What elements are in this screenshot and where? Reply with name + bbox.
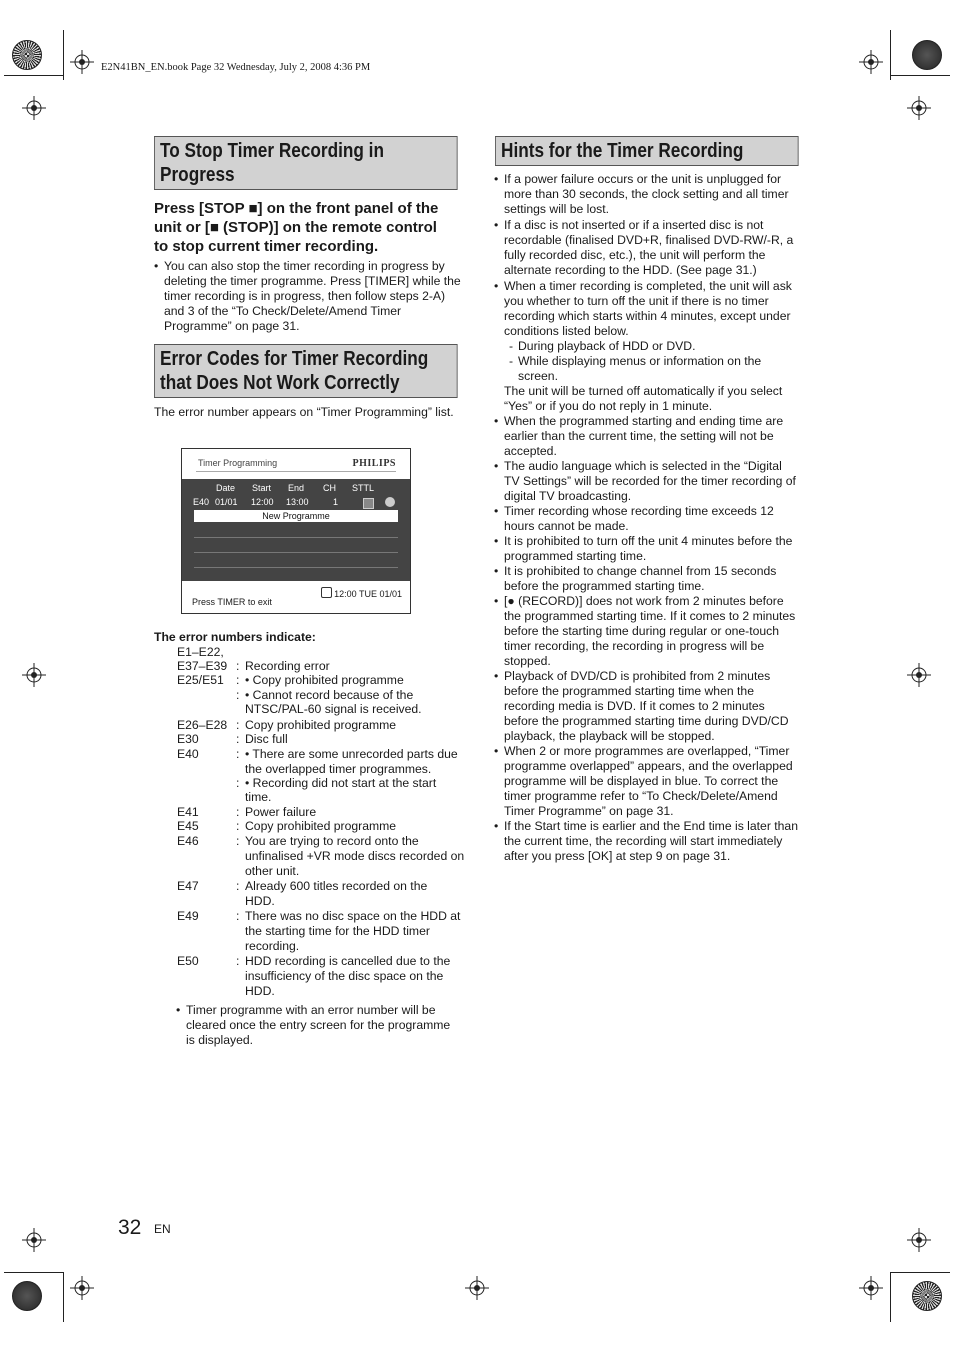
error-row: E50 : HDD recording is cancelled due to the insufficiency of the disc space on the HDD. [177,953,451,998]
error-row: E26–E28 : Copy prohibited programme [177,718,397,733]
errors-note: • Timer programme with an error number will be cleared once the entry screen for the programme is displayed. [176,1003,462,1048]
crosshair-icon [859,1276,883,1300]
timer-programming-screen [181,448,411,614]
crosshair-icon [859,50,883,74]
hint-item: • The audio language which is selected in the “Digital TV Settings” will be recorded for the timer recording of digital TV broadcasting. [494,459,798,504]
hints-list [494,172,798,864]
error-row: E25/E51 : • Copy prohibited programme [177,673,404,688]
errors-title: The error numbers indicate: [154,630,316,644]
registration-disc-icon [12,40,42,70]
screen-title: Timer Programming [198,458,278,468]
error-row: E41 : Power failure [177,805,317,820]
col-ch: CH [323,483,336,493]
registration-disc-icon [912,1281,942,1311]
new-programme-row: New Programme [194,510,398,522]
hint-item: • [● (RECORD)] does not work from 2 minutes before the programmed starting time. If it comes to 2 minutes before the starting time during regular or one-touch timer recording, the recording in progress will be stopped. [494,594,798,669]
auto-off-note: The unit will be turned off automatically if you select “Yes” or if you do not reply in 1 minute. [504,384,783,413]
crosshair-icon [907,663,931,687]
brand-logo: PHILIPS [352,458,396,469]
col-sttl: STTL [352,483,375,493]
crosshair-icon [465,1276,489,1300]
error-row: E45 : Copy prohibited programme [177,819,397,834]
hint-item: • When a timer recording is completed, the unit will ask you whether to turn off the unit if there is no timer recording which starts within 4 minutes, except under conditions listed below. [494,279,798,339]
error-row: E46 : You are trying to record onto the unfinalised +VR mode discs recorded on other unit. [177,833,465,878]
crosshair-icon [22,663,46,687]
hints-heading: Hints for the Timer Recording [495,136,799,166]
error-row: : • Recording did not start at the start time. [236,775,437,805]
row-start: 12:00 [251,497,274,507]
hdd-media-icon [363,498,374,509]
clock-icon [321,587,332,598]
hint-item: • When the programmed starting and ending time are earlier than the current time, the setting will not be accepted. [494,414,798,459]
hint-item: • If the Start time is earlier and the End time is later than the current time, the recording will start immediately after you press [OK] at step 9 on page 31. [494,819,798,864]
hint-item: • If a disc is not inserted or if a inserted disc is not recordable (finalised DVD+R, finalised DVD-RW/-R, a fully recorded disc, etc.), the unit will perform the alternate recording to the HDD. (See page 31.) [494,218,798,278]
language-code: EN [154,1222,171,1236]
crosshair-icon [70,50,94,74]
condition-item: - During playback of HDD or DVD. [507,339,798,354]
programme-list [182,479,410,581]
stop-note: • You can also stop the timer recording in progress by deleting the timer programme. Press [TIMER] while the timer recording is in progress, then follow steps 2-A) and 3 of the “To Check/Delete/Amend Timer Programme” on page 31. [154,259,464,334]
error-row: E49 : There was no disc space on the HDD at the starting time for the HDD timer recording. [177,908,461,953]
condition-list [507,339,798,384]
hint-item: • When 2 or more programmes are overlapped, “Timer programme overlapped” appears, and the overlapped programme will be displayed in blue. To correct the timer programme refer to “To Check/Delete/Amend Timer Programme” on page 31. [494,744,798,819]
registration-disc-icon [912,40,942,70]
stop-timer-heading: To Stop Timer Recording in Progress [154,136,458,190]
row-end: 13:00 [286,497,309,507]
col-end: End [288,483,305,493]
error-code-table [154,630,464,1048]
error-row: E37–E39 : Recording error [177,659,330,674]
book-info-line: E2N41BN_EN.book Page 32 Wednesday, July 2, 2008 4:36 PM [101,62,371,73]
registration-disc-icon [12,1281,42,1311]
screen-clock: 12:00 TUE 01/01 [321,587,402,599]
row-error-code: E40 [193,497,210,507]
crosshair-icon [70,1276,94,1300]
hint-item: • Timer recording whose recording time exceeds 12 hours cannot be made. [494,504,798,534]
disc-media-icon [385,497,395,507]
hint-item: • It is prohibited to turn off the unit 4 minutes before the programmed starting time. [494,534,798,564]
error-row: E30 : Disc full [177,732,288,747]
row-date: 01/01 [215,497,238,507]
error-intro: The error number appears on “Timer Programming” list. [154,405,454,419]
crosshair-icon [907,96,931,120]
page-number: 32 [118,1216,142,1239]
col-start: Start [252,483,272,493]
hint-item: • If a power failure occurs or the unit is unplugged for more than 30 seconds, the clock setting and all timer settings will be lost. [494,172,798,217]
error-codes-heading: Error Codes for Timer Recording that Does Not Work Correctly [154,344,458,398]
error-row: : • Cannot record because of the NTSC/PAL-60 signal is received. [236,687,422,716]
error-row: E40 : • There are some unrecorded parts due the overlapped timer programmes. [177,747,458,776]
hint-item: • Playback of DVD/CD is prohibited from 2 minutes before the programmed starting time when the recording media is DVD. If it comes to 2 minutes before the programmed starting time during DVD/CD playback, the playback will be stopped. [494,669,798,744]
crosshair-icon [22,1228,46,1252]
screen-exit-hint: Press TIMER to exit [192,597,272,607]
crosshair-icon [907,1228,931,1252]
stop-instruction: Press [STOP ■] on the front panel of the unit or [■ (STOP)] on the remote control to stop current timer recording. [154,200,439,255]
condition-item: - While displaying menus or information on the screen. [507,354,788,384]
col-date: Date [216,483,236,493]
error-row: E47 : Already 600 titles recorded on the HDD. [177,878,428,908]
error-row: E1–E22, [177,645,224,659]
hint-item: • It is prohibited to change channel from 15 seconds before the programmed starting time. [494,564,798,594]
row-ch: 1 [333,497,339,507]
crosshair-icon [22,96,46,120]
